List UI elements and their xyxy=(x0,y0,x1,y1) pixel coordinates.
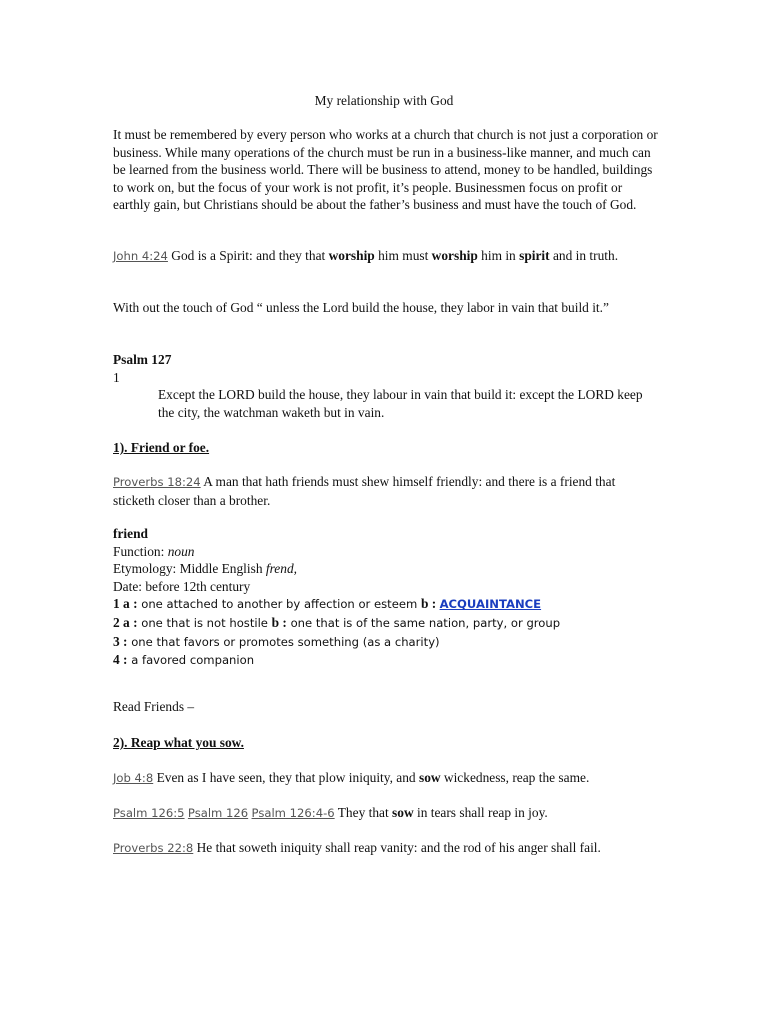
definition-sense-2 xyxy=(113,614,658,633)
psalm-126-4-6-reference-link[interactable]: Psalm 126:4-6 xyxy=(251,806,335,820)
john-text-3: him in xyxy=(477,248,520,263)
psalm-126-5-reference-link[interactable]: Psalm 126:5 xyxy=(113,806,185,820)
proverbs-18-24-text: A man that hath friends must shew himself friendly: and there is a friend that sticketh closer than a brother. xyxy=(113,474,616,508)
function-value: noun xyxy=(167,543,195,559)
definition-sense-1 xyxy=(113,595,658,614)
definition-date: Date: before 12th century xyxy=(113,578,251,594)
job-4-8-reference-link[interactable]: Job 4:8 xyxy=(113,771,154,785)
page-title: My relationship with God xyxy=(314,93,454,108)
touch-of-god-paragraph: With out the touch of God “ unless the Lord build the house, they labor in vain that build it.” xyxy=(113,300,609,315)
acquaintance-link[interactable]: ACQUAINTANCE xyxy=(439,597,542,612)
definition-sense-3 xyxy=(113,633,658,652)
psalm-126-text-2: in tears shall reap in joy. xyxy=(413,805,548,820)
proverbs-18-24-reference-link[interactable]: Proverbs 18:24 xyxy=(113,475,201,489)
john-verse-paragraph xyxy=(113,247,658,266)
job-text-2: wickedness, reap the same. xyxy=(440,770,590,785)
sense-2-number: 2 a : xyxy=(113,614,138,630)
friend-definition xyxy=(113,525,658,670)
proverbs-22-8-reference-link[interactable]: Proverbs 22:8 xyxy=(113,841,194,855)
sense-2-text-b: one that is of the same nation, party, or group xyxy=(286,615,561,630)
definition-word: friend xyxy=(113,526,148,541)
intro-paragraph: It must be remembered by every person who works at a church that church is not just a corporation or business. While many operations of the church must be run in a business-like manner, and much can be learned from the business world. There will be business to attend, money to be handled, buildings to work on, but the focus of your work is not profit, it’s people. Businessmen focus on profit or earthly gain, but Christians should be about the father’s business and must have the touch of God. xyxy=(113,127,658,213)
sense-4-number: 4 : xyxy=(113,652,128,668)
etymology-value: frend, xyxy=(265,561,297,577)
john-reference-link[interactable]: John 4:24 xyxy=(113,249,168,263)
psalm-126-emphasis-sow: sow xyxy=(392,805,414,820)
sense-1-b-label: b : xyxy=(420,596,437,612)
sense-1-number: 1 a : xyxy=(113,596,138,612)
sense-2-text: one that is not hostile xyxy=(137,615,272,630)
definition-sense-4 xyxy=(113,651,658,670)
psalm-127-verse-number: 1 xyxy=(113,370,120,385)
psalm-126-reference-link[interactable]: Psalm 126 xyxy=(187,806,249,820)
proverbs-22-8-paragraph xyxy=(113,839,658,858)
sense-3-text: one that favors or promotes something (as a charity) xyxy=(127,634,440,649)
john-text-4: and in truth. xyxy=(549,248,619,263)
definition-etymology xyxy=(113,560,658,578)
psalm-126-text-1: They that xyxy=(334,805,393,820)
function-label: Function: xyxy=(113,543,168,559)
etymology-label: Etymology: Middle English xyxy=(113,561,266,577)
sense-2-b-label: b : xyxy=(271,614,287,630)
job-text-1: Even as I have seen, they that plow iniquity, and xyxy=(153,770,419,785)
section-1-heading: 1). Friend or foe. xyxy=(113,440,210,455)
proverbs-22-8-text: He that soweth iniquity shall reap vanity: and the rod of his anger shall fail. xyxy=(193,840,601,855)
read-friends-line: Read Friends – xyxy=(113,699,195,714)
psalm-127-heading: Psalm 127 xyxy=(113,352,172,367)
john-emphasis-worship-2: worship xyxy=(431,248,478,263)
job-emphasis-sow: sow xyxy=(418,770,441,785)
psalm-127-verse-text: Except the LORD build the house, they labour in vain that build it: except the LORD keep the city, the watchman waketh but in vain. xyxy=(158,387,643,420)
job-4-8-paragraph xyxy=(113,769,658,788)
john-text-1: God is a Spirit: and they that xyxy=(167,248,329,263)
john-emphasis-spirit: spirit xyxy=(519,248,550,263)
proverbs-18-24-paragraph xyxy=(113,473,658,509)
definition-function xyxy=(113,543,658,561)
sense-4-text: a favored companion xyxy=(127,653,255,668)
sense-3-number: 3 : xyxy=(113,633,128,649)
john-emphasis-worship-1: worship xyxy=(328,248,375,263)
sense-1-text: one attached to another by affection or esteem xyxy=(137,597,421,612)
section-2-heading: 2). Reap what you sow. xyxy=(113,735,244,750)
psalm-126-paragraph xyxy=(113,804,658,823)
john-text-2: him must xyxy=(374,248,432,263)
